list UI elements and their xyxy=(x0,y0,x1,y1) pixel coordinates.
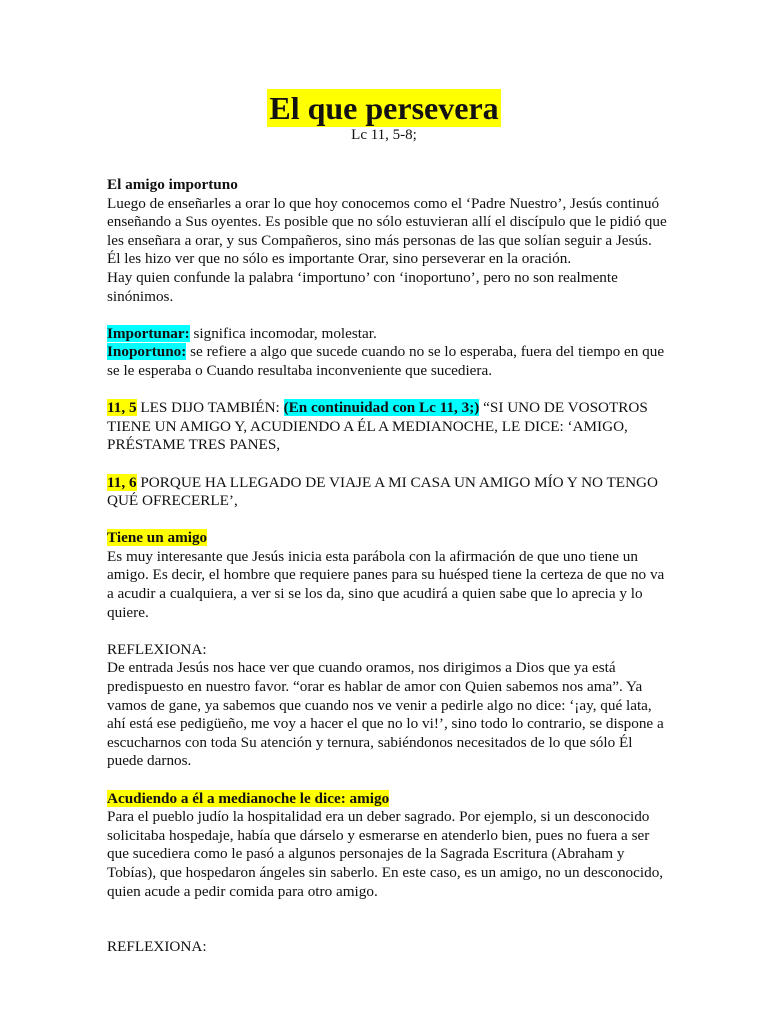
heading-medianoche: Acudiendo a él a medianoche le dice: amigo xyxy=(107,789,390,807)
section-heading-amigo-importuno: El amigo importuno xyxy=(107,176,238,193)
verse-6-text: PORQUE HA LLEGADO DE VIAJE A MI CASA UN AMIGO MÍO Y NO TENGO QUÉ OFRECERLE’, xyxy=(107,473,658,510)
paragraph-reflexiona-1: De entrada Jesús nos hace ver que cuando oramos, nos dirigimos a Dios que ya está predispuesto en nuestro favor. “orar es hablar de amor con Quien sabemos nos ama”. Ya vamos de gane, ya sabemos que cuando nos ve venir a pedirle algo no dice: ‘¡ay, qué lata, ahí está ese pedigüeño, me voy a hacer el que no lo vi!’, sino todo lo contrario, se dispone a escucharnos con toda Su atención y ternura, sabiéndonos necesitados de lo que sólo Él puede darnos. xyxy=(107,659,664,770)
verse-5-note: (En continuidad con Lc 11, 3;) xyxy=(283,399,480,417)
reflexiona-label-1: REFLEXIONA: xyxy=(107,640,207,658)
spacer xyxy=(107,455,667,474)
spacer xyxy=(107,622,667,641)
scripture-reference: Lc 11, 5-8; xyxy=(351,127,417,143)
spacer xyxy=(107,511,667,530)
verse-5-text-a: LES DIJO TAMBIÉN: xyxy=(136,399,284,417)
paragraph-confusion: Hay quien confunde la palabra ‘importuno’ con ‘inoportuno’, pero no son realmente sinónimos. xyxy=(107,268,618,305)
term-importunar: Importunar: xyxy=(107,324,190,342)
definition-inoportuno xyxy=(107,343,667,380)
heading-tiene-amigo: Tiene un amigo xyxy=(107,529,208,547)
spacer xyxy=(107,381,667,400)
paragraph-hospitalidad: Para el pueblo judío la hospitalidad era un deber sagrado. Por ejemplo, si un desconocido solicitaba hospedaje, había que dárselo y esmerarse en atenderlo bien, pues no fuera a ser que sucediera como le pasó a algunos personajes de la Sagrada Escritura (Abraham y Tobías), que hospedaron ángeles sin saberlo. En este caso, es un amigo, no un desconocido, quien acude a pedir comida para otro amigo. xyxy=(107,808,664,900)
spacer xyxy=(107,901,667,938)
verse-6 xyxy=(107,474,667,511)
title-wrap xyxy=(0,89,768,127)
definition-importunar xyxy=(107,325,667,344)
section-heading-tiene-amigo xyxy=(107,529,667,548)
document-title: El que persevera xyxy=(269,90,499,126)
document-body xyxy=(107,176,667,957)
term-inoportuno: Inoportuno: xyxy=(107,343,187,361)
def-inoportuno: se refiere a algo que sucede cuando no se lo esperaba, fuera del tiempo en que se le esperaba o Cuando resultaba inconveniente que sucediera. xyxy=(107,343,665,379)
spacer xyxy=(107,306,667,325)
verse-6-ref: 11, 6 xyxy=(107,473,137,491)
paragraph-tiene-amigo: Es muy interesante que Jesús inicia esta parábola con la afirmación de que uno tiene un amigo. Es decir, el hombre que requiere panes para su huésped tiene la certeza de que no va a acudir a cualquiera, a ver si se los da, sino que acudirá a quien sabe que lo aprecia y lo quiere. xyxy=(107,547,665,621)
verse-5-text-b: “SI UNO DE VOSOTROS TIENE UN AMIGO Y, ACUDIENDO A ÉL A MEDIANOCHE, LE DICE: ‘AMIGO, PRÉSTAME TRES PANES, xyxy=(107,399,648,454)
spacer xyxy=(107,771,667,790)
verse-5-ref: 11, 5 xyxy=(107,399,137,417)
verse-5 xyxy=(107,399,667,455)
section-heading-medianoche xyxy=(107,790,667,809)
reflexiona-label-2: REFLEXIONA: xyxy=(107,938,207,956)
def-importunar: significa incomodar, molestar. xyxy=(189,324,377,342)
paragraph-intro: Luego de enseñarles a orar lo que hoy conocemos como el ‘Padre Nuestro’, Jesús continuó enseñando a Sus oyentes. Es posible que no sólo estuvieran allí el discípulo que le pidió que les enseñara a orar, y sus Compañeros, sino más personas de las que solían seguir a Jesús. Él les hizo ver que no sólo es importante Orar, sino perseverar en la oración. xyxy=(107,194,667,268)
